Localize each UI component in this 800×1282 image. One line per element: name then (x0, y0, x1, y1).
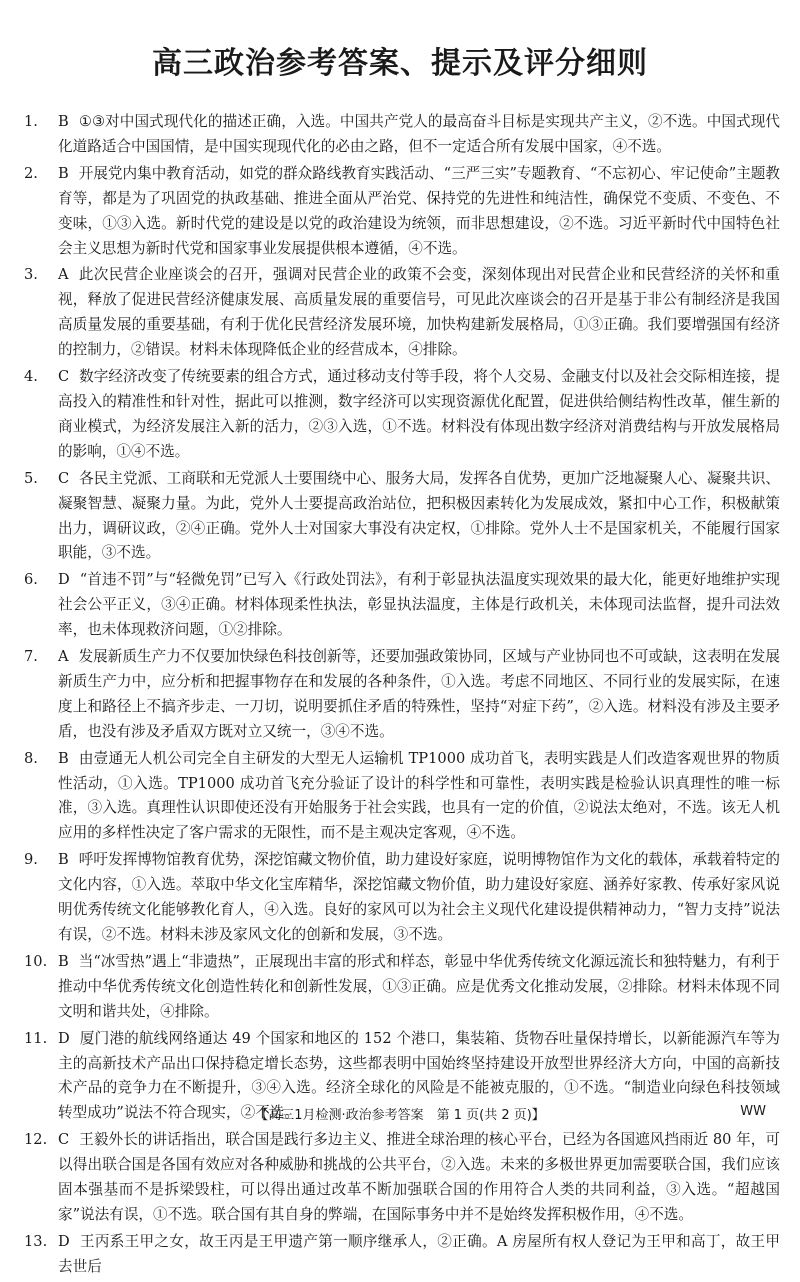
question-number: 6. (24, 571, 38, 589)
question-number: 12. (24, 1131, 48, 1149)
answer-item (24, 467, 780, 567)
question-number: 9. (24, 851, 38, 869)
answer-item (24, 848, 780, 948)
answer-item (24, 162, 780, 262)
answer-choice: B (58, 164, 69, 182)
answer-choice: C (58, 368, 70, 386)
answer-item (24, 1128, 780, 1228)
answer-explanation: 发展新质生产力不仅要加快绿色科技创新等，还要加强政策协同，区域与产业协同也不可或缺，这表明在发展新质生产力中，应分析和把握事物存在和发展的各种条件，①入选。考虑不同地区、不同行业的发展实际，在速度上和路径上不搞齐步走、一刀切，说明要抓住矛盾的特殊性，坚持“对症下药”，②入选。材料没有涉及主要矛盾，也没有涉及矛盾双方既对立又统一，③④不选。 (58, 648, 780, 740)
answer-explanation: 呼吁发挥博物馆教育优势，深挖馆藏文物价值，助力建设好家庭，说明博物馆作为文化的载体，承载着特定的文化内容，①入选。萃取中华文化宝库精华，深挖馆藏文物价值，助力建设好家庭、涵养好家教、传承好家风说明优秀传统文化能够教化育人，④入选。良好的家风可以为社会主义现代化建设提供精神动力，“智力支持”说法有误，②不选。材料未涉及家风文化的创新和发展，③不选。 (58, 851, 780, 943)
answer-item (24, 365, 780, 465)
answer-choice: C (58, 469, 70, 487)
answer-item (24, 568, 780, 643)
answer-item (24, 263, 780, 363)
answer-item (24, 747, 780, 847)
question-number: 5. (24, 469, 38, 487)
answer-explanation: “首违不罚”与“轻微免罚”已写入《行政处罚法》，有利于彰显执法温度实现效果的最大化，能更好地维护实现社会公平正义，③④正确。材料体现柔性执法，彰显执法温度，主体是行政机关，未体现司法监督，提升司法效率，也未体现救济问题，①②排除。 (58, 571, 780, 639)
question-number: 13. (24, 1232, 48, 1250)
question-number: 4. (24, 368, 38, 386)
question-number: 8. (24, 749, 38, 767)
answer-explanation: 各民主党派、工商联和无党派人士要围绕中心、服务大局，发挥各自优势，更加广泛地凝聚人心、凝聚共识、凝聚智慧、凝聚力量。为此，党外人士要提高政治站位，把积极因素转化为发展成效，紧扣中心工作，积极献策出力，调研议政，②④正确。党外人士对国家大事没有决定权，①排除。党外人士不是国家机关，不能履行国家职能，③不选。 (58, 469, 780, 562)
answer-explanation: 数字经济改变了传统要素的组合方式，通过移动支付等手段，将个人交易、金融支付以及社会交际相连接，提高投入的精准性和针对性，据此可以推测，数字经济可以实现资源优化配置，促进供给侧结构性改革，催生新的商业模式，为经济发展注入新的活力，②③入选，①不选。材料没有体现出数字经济对消费结构与开放发展格局的影响，①④不选。 (58, 368, 780, 460)
answer-explanation: ①③对中国式现代化的描述正确，入选。中国共产党人的最高奋斗目标是实现共产主义，②不选。中国式现代化道路适合中国国情，是中国实现现代化的必由之路，但不一定适合所有发展中国家，④不选。 (58, 113, 780, 155)
page-footer: 【高三1月检测·政治参考答案 第 1 页(共 2 页)】 (255, 1108, 545, 1123)
answer-explanation: 开展党内集中教育活动，如党的群众路线教育实践活动、“三严三实”专题教育、“不忘初心、牢记使命”主题教育等，都是为了巩固党的执政基础、推进全面从严治党、保持党的先进性和纯洁性，确保党不变质、不变色、不变味，①③入选。新时代党的建设是以党的政治建设为统领，而非思想建设，②不选。习近平新时代中国特色社会主义思想为新时代党和国家事业发展提供根本遵循，④不选。 (58, 164, 780, 257)
answer-explanation: 王丙系王甲之女，故王丙是王甲遗产第一顺序继承人，②正确。A 房屋所有权人登记为王甲和高丁，故王甲去世后 (58, 1232, 780, 1275)
answer-choice: B (58, 952, 69, 970)
answer-choice: B (58, 113, 69, 130)
question-number: 1. (24, 113, 38, 130)
answer-choice: C (58, 1131, 70, 1149)
answer-choice: D (58, 1029, 70, 1047)
answer-choice: B (58, 851, 69, 869)
answer-explanation: 此次民营企业座谈会的召开，强调对民营企业的政策不会变，深刻体现出对民营企业和民营经济的关怀和重视，释放了促进民营经济健康发展、高质量发展的重要信号，可见此次座谈会的召开是基于非公有制经济是我国高质量发展的重要基础，有利于优化民营经济发展环境，加快构建新发展格局，①③正确。我们要增强国有经济的控制力，②错误。材料未体现降低企业的经营成本，④排除。 (58, 266, 780, 359)
answer-item (24, 950, 780, 1025)
answer-choice: D (58, 571, 70, 589)
question-number: 10. (24, 952, 48, 970)
answer-choice: D (58, 1232, 70, 1250)
answer-choice: B (58, 749, 69, 767)
question-number: 3. (24, 266, 38, 284)
question-number: 11. (24, 1029, 48, 1047)
answer-item (24, 1230, 780, 1280)
page-code: WW (740, 1104, 766, 1119)
question-number: 7. (24, 648, 38, 666)
answer-explanation: 王毅外长的讲话指出，联合国是践行多边主义、推进全球治理的核心平台，已经为各国遮风挡雨近 80 年，可以得出联合国是各国有效应对各种威胁和挑战的公共平台，②入选。未来的多极世界更加需要联合国，我们应该固本强基而不是拆梁毁柱，可以得出通过改革不断加强联合国的作用符合人类的共同利益，③入选。“超越国家”说法有误，①不选。联合国有其自身的弊端，在国际事务中并不是始终发挥积极作用，④不选。 (58, 1131, 780, 1223)
page-title: 高三政治参考答案、提示及评分细则 (152, 46, 648, 81)
answer-item (24, 645, 780, 745)
answer-choice: A (58, 648, 69, 666)
answer-choice: A (58, 266, 69, 284)
answer-explanation: 厦门港的航线网络通达 49 个国家和地区的 152 个港口，集装箱、货物吞吐量保持增长，以新能源汽车等为主的高新技术产品出口保持稳定增长态势，这些都表明中国始终坚持建设开放型世界经济大方向，中国的高新技术产品的竞争力在不断提升，③④入选。经济全球化的风险是不能被克服的，①不选。“制造业向绿色科技领域转型成功”说法不符合现实，②不选。 (58, 1029, 780, 1122)
answer-item (24, 110, 780, 160)
question-number: 2. (24, 164, 38, 182)
answer-explanation: 由壹通无人机公司完全自主研发的大型无人运输机 TP1000 成功首飞，表明实践是人们改造客观世界的物质性活动，①入选。TP1000 成功首飞充分验证了设计的科学性和可靠性，表明实践是检验认识真理性的唯一标准，③入选。真理性认识即使还没有开始服务于社会实践，也具有一定的价值，②说法太绝对，不选。该无人机应用的多样性决定了客户需求的无限性，而不是主观决定客观，④不选。 (58, 749, 780, 842)
answer-explanation: 当“冰雪热”遇上“非遗热”，正展现出丰富的形式和样态，彰显中华优秀传统文化源远流长和独特魅力，有利于推动中华优秀传统文化创造性转化和创新性发展，①③正确。应是优秀文化推动发展，②排除。材料未体现不同文明和谐共处，④排除。 (58, 952, 780, 1020)
